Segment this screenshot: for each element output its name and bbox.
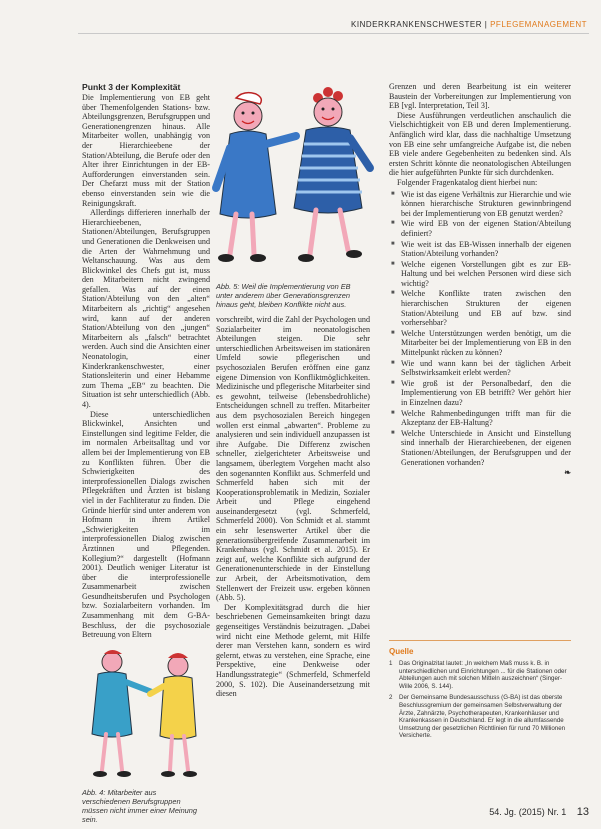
list-item: ■ Wie weit ist das EB-Wissen innerhalb der eigenen Station/Abteilung vorhanden? [389,240,571,259]
issue-info: 54. Jg. (2015) Nr. 1 [489,807,567,817]
source-text: Das Originalzitat lautet: „In welchem Maß muss k. B. in unterschiedlichen und Einrichtungen ... für die Stationen oder Abteilungen auch mit solchen Mitteln auszeichnen“ (Singer-Wille 2006, S. 144). [399,660,567,690]
end-mark-icon: ❧ [564,468,571,478]
running-header [351,20,587,29]
figure-5-illustration [208,78,378,278]
source-number: 1 [389,660,393,667]
list-item: ■ Welche Konflikte traten zwischen den hierarchischen Strukturen der eigenen Station/Abteilung und EB auf bzw. sind vorhersehbar? [389,289,571,327]
sources-title: Quelle [389,640,571,656]
source-text: Der Gemeinsame Bundesausschuss (G-BA) ist das oberste Beschlussgremium der gemeinsamen Selbstverwaltung der Ärzte, Zahnärzte, Psychotherapeuten, Krankenhäuser und Krankenkassen in Deutschland. Er legt in die allumfassende Umsetzung der gesetzlichen Richtlinien für rund 70 Millionen Versicherte. [399,694,566,740]
paragraph: Diese unterschiedlichen Blickwinkel, Ansichten und Einstellungen sind legitime Felder, die im normalen Arbeitsalltag und vor allem bei der Implementierung von EB zu Konflikten führen. Über die Schwierigkeiten des interprofessionellen Dialogs zwischen Pflegekräften und Ärzten ist bislang viel in der Fachliteratur zu finden. Die Gründe hierfür sind unter anderem von Hofmann in ihrem Artikel „Schwierigkeiten im interprofessionellen Dialog zwischen Ärztinnen und Pflegenden. Kollegium?“ dargestellt (Hofmann 2001). Deutlich weniger Literatur ist über die interprofessionelle Zusammenarbeit zwischen Gesundheitsberufen und Psychologen bzw. Sozialarbeitern vorhanden. Im Zusammenhang mit dem G-BA-Beschluss, der die psychosoziale Betreuung von Eltern [82,409,210,640]
figure-4-caption: Abb. 4: Mitarbeiter aus verschiedenen Berufsgruppen müssen nicht immer einer Meinung sein. [82,788,198,824]
sources-box [389,640,571,744]
page-number: 13 [576,806,589,818]
list-item: ■ Wie wird EB von der eigenen Station/Abteilung definiert? [389,219,571,238]
nurse-figure-icon [216,93,296,262]
paragraph: Grenzen und deren Bearbeitung ist ein weiterer Baustein der Vorbereitungen zur Implementierung von EB [vgl. Interpretation, Teil 3]. [389,82,571,111]
paragraph: Der Komplexitätsgrad durch die hier beschriebenen Gemeinsamkeiten bringt dazu gegenseitiges Verständnis beizutragen. „Dabei wird nicht eine Methode gelernt, mit Hilfe derer man Verstehen kann, sondern es wird gelernt, etwas zu verstehen, eine Sprache, eine Perspektive, eine Denkweise oder Handlungsstrategie“ (Schmerfeld, Schmerfeld 2000, S. 102). Die Auseinandersetzung mit diesen [216,602,370,699]
paragraph: Die Implementierung von EB geht über Themenfolgenden Stations- bzw. Abteilungsgrenzen, Berufsgruppen und Generationengrenzen hinaus. Alle Mitarbeiter wollen, unabhängig von der Hierarchieebene der Station/Abteilung, die Berufe oder den Alter ihrer Einrichtungen in der EB-Aufforderungen einverstanden sein. Der Chefarzt muss mit der Station ebenso einverstanden sein wie die Reinigungskraft. [82,93,210,208]
paragraph: Allerdings differieren innerhalb der Hierarchieebenen, Stationen/Abteilungen, Berufsgruppen und Generationen die Denkweisen und die Arten der Wahrnehmung und Weltanschauung. Was aus dem Blickwinkel des Chefs gut ist, muss den Mitarbeitern nicht zwingend gefallen. Was auf der einen Station/Abteilung von den „alten“ Mitarbeitern als „richtig“ angesehen wird, kann auf der anderen Station/Abteilung von den „jungen“ Mitarbeitern als „falsch“ betrachtet werden. Auch sind die Ansichten einer Neonatologin, einer Kinderkrankenschwester, einer Stationsleiterin und einer Hebamme zum Thema „EB“ zu beachten. Die Situation ist sehr unterschiedlich (Abb. 4). [82,208,210,409]
header-brand: PFLEGEMANAGEMENT [490,20,587,29]
header-rule [78,33,589,34]
source-item [389,694,571,740]
section-heading: Punkt 3 der Komplexität [82,82,181,92]
paragraph: vorschreibt, wird die Zahl der Psychologen und Sozialarbeiter im neonatologischen Abteilungen steigen. Die sehr unterschiedlichen Arbeitsweisen im stationären Umfeld sowie pflegerischen und psychosozialen Berufen eröffnen eine ganz eigene Dimension von Konfliktmöglichkeiten. Medizinische und pflegerische Mitarbeiter sind es gewohnt, teilweise (lebensbedrohliche) Entscheidungen schnell zu treffen. Mitarbeiter aus dem psychosozialen Bereich hingegen wollen erst einmal „abwarten“. Probleme zu analysieren und sein individuell anzupassen ist ihre Aufgabe. Die Differenz zwischen schneller, zielgerichteter Arbeitsweise und langsamem, überlegtem Vorgehen macht also den sogenannten Konflikt aus. Schmerfeld und Schmerfeld haben sich mit der Kooperationsproblematik in Medizin, Sozialer Arbeit und Pflege eingehend auseinandergesetzt (vgl. Schmerfeld, Schmerfeld 2000). Von Schmidt et al. stammt ein sehr lesenswerter Artikel über die generationsübergreifende Zusammenarbeit im Krankenhaus (vgl. Schmidt et al. 2015). Er zeigt auf, welche Konflikte sich aufgrund der Generationenunterschiede in der Einstellung zur Arbeit, der Arbeitsmotivation, dem Stellenwert der Freizeit usw. ergeben können (Abb. 5). [216,315,370,603]
paragraph: Diese Ausführungen verdeutlichen anschaulich die Vielschichtigkeit von EB und deren Implementierung. Anfänglich wird klar, dass die nachhaltige Umsetzung von EB eine sehr umfangreiche Aufgabe ist, die neben EB viele andere Gegebenheiten zu bedenken sind. Als ersten Schritt könnte die neonatologischen Abteilungen die hier aufgeführten Punkte für sich durchdenken. [389,110,571,178]
article-column-3 [389,82,571,477]
paragraph: Folgender Fragenkatalog dient hierbei nun: [397,177,538,187]
list-item: ■ Welche Unterstützungen werden benötigt, um die Mitarbeiter bei der Implementierung von EB in den Mittelpunkt rücken zu können? [389,329,571,358]
figure-4-illustration [82,640,210,788]
source-item [389,660,571,690]
list-item: ■ Wie und wann kann bei der täglichen Arbeit Selbstwirksamkeit erlebt werden? [389,359,571,378]
doctor-figure-icon [150,653,197,777]
list-item: ■ Welche Rahmenbedingungen trifft man für die Akzeptanz der EB-Haltung? [389,409,571,428]
figure-5-caption: Abb. 5: Weil die Implementierung von EB unter anderem über Generationsgrenzen hinaus geht, bleiben Konflikte nicht aus. [216,282,351,309]
person-figure-icon [294,87,370,262]
page-footer [489,806,589,818]
header-section: KINDERKRANKENSCHWESTER [351,20,483,29]
source-number: 2 [389,694,393,702]
article-column-1 [82,82,210,640]
list-item: ■ Welche Unterschiede in Ansicht und Einstellung sind innerhalb der Hierarchieebenen, der eigenen Stationen/Abteilungen, der Berufsgruppen und der Generationen vorhanden? [389,429,571,467]
list-item: ■ Welche eigenen Vorstellungen gibt es zur EB-Haltung und bei welchen Personen wird diese sich wichtig? [389,260,571,289]
article-column-2 [216,315,370,699]
header-separator-icon: | [484,20,491,29]
list-item: ■ Wie ist das eigene Verhältnis zur Hierarchie und wie können hierarchische Strukturen gewinnbringend bei der Implementierung von EB genutzt werden? [389,190,571,219]
person-figure-icon [92,650,152,777]
question-list [389,190,571,468]
list-item: ■ Wie groß ist der Personalbedarf, den die Implementierung von EB betrifft? Wer gehört hier in Einzelnen dazu? [389,379,571,408]
